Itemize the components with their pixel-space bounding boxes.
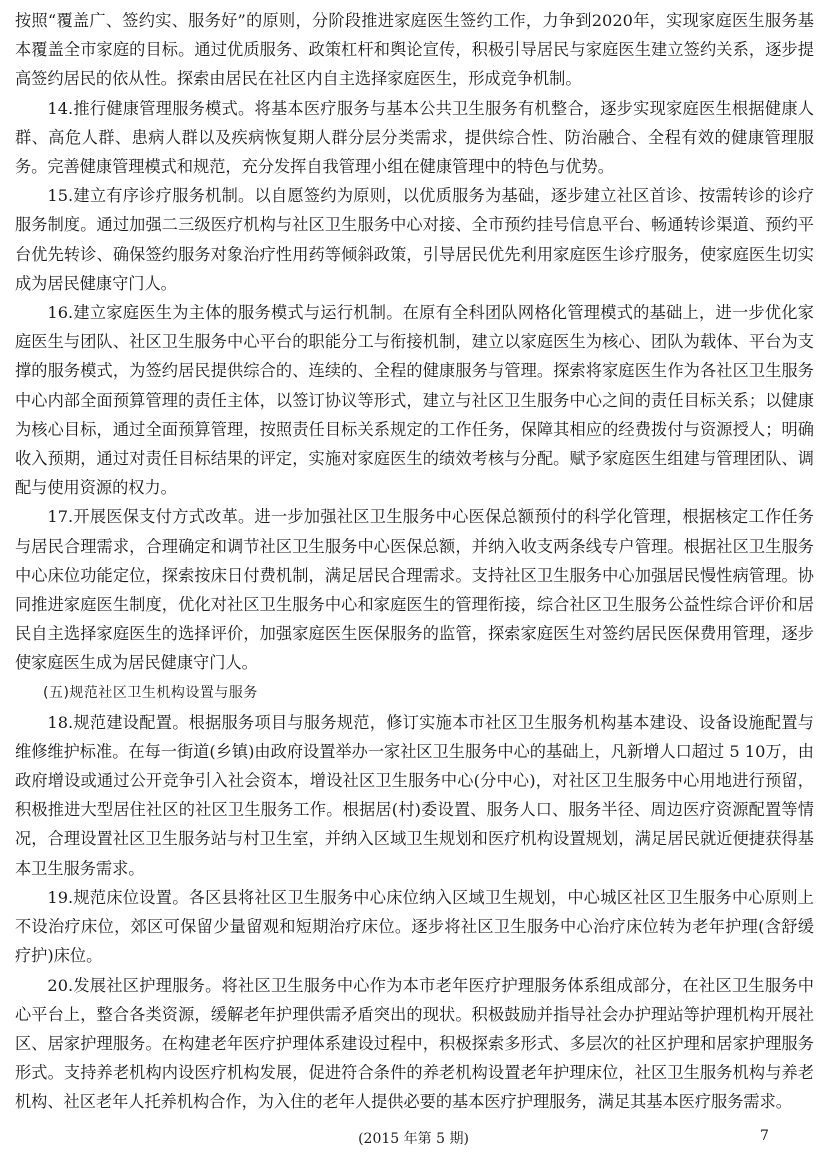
paragraph-item-20: 20.发展社区护理服务。将社区卫生服务中心作为本市老年医疗护理服务体系组成部分，在社区卫生服务中心平台上，整合各类资源，缓解老年护理供需矛盾突出的现状。积极鼓励并指导社会办护理站等护理机构开展社区、居家护理服务。在构建老年医疗护理体系建设过程中，积极探索多形式、多层次的社区护理和居家护理服务形式。支持养老机构内设医疗机构发展，促进符合条件的养老机构设置老年护理床位，社区卫生服务机构与养老机构、社区老年人托养机构合作，为入住的老年人提供必要的基本医疗护理服务，满足其基本医疗服务需求。 — [15, 975, 814, 1112]
paragraph-item-17: 17.开展医保支付方式改革。进一步加强社区卫生服务中心医保总额预付的科学化管理，根据核定工作任务与居民合理需求，合理确定和调节社区卫生服务中心医保总额，并纳入收支两条线专户管理。根据社区卫生服务中心床位功能定位，探索按床日付费机制，满足居民合理需求。支持社区卫生服务中心加强居民慢性病管理。协同推进家庭医生制度，优化对社区卫生服务中心和家庭医生的管理衔接，综合社区卫生服务公益性综合评价和居民自主选择家庭医生的选择评价，加强家庭医生医保服务的监管，探索家庭医生对签约居民医保费用管理，逐步使家庭医生成为居民健康守门人。 — [15, 507, 814, 673]
page-footer — [0, 1128, 827, 1152]
page-number: 7 — [760, 1128, 769, 1144]
paragraph-item-16: 16.建立家庭医生为主体的服务模式与运行机制。在原有全科团队网格化管理模式的基础上，进一步优化家庭医生与团队、社区卫生服务中心平台的职能分工与衔接机制，建立以家庭医生为核心、团队为载体、平台为支撑的服务模式，为签约居民提供综合的、连续的、全程的健康服务与管理。探索将家庭医生作为各社区卫生服务中心内部全面预算管理的责任主体，以签订协议等形式，建立与社区卫生服务中心之间的责任目标关系；以健康为核心目标，通过全面预算管理，按照责任目标关系规定的工作任务，保障其相应的经费拨付与资源授人；明确收入预期，通过对责任目标结果的评定，实施对家庭医生的绩效考核与分配。赋予家庭医生组建与管理团队、调配与使用资源的权力。 — [15, 303, 814, 498]
section-heading-5: (五)规范社区卫生机构设置与服务 — [43, 684, 258, 701]
paragraph-item-19: 19.规范床位设置。各区县将社区卫生服务中心床位纳入区域卫生规划，中心城区社区卫生服务中心原则上不设治疗床位，郊区可保留少量留观和短期治疗床位。逐步将社区卫生服务中心治疗床位转为老年护理(含舒缓疗护)床位。 — [15, 887, 814, 966]
paragraph-item-15: 15.建立有序诊疗服务机制。以自愿签约为原则，以优质服务为基础，逐步建立社区首诊、按需转诊的诊疗服务制度。通过加强二三级医疗机构与社区卫生服务中心对接、全市预约挂号信息平台、畅通转诊渠道、预约平台优先转诊、确保签约服务对象治疗性用药等倾斜政策，引导居民优先利用家庭医生诊疗服务，使家庭医生切实成为居民健康守门人。 — [15, 186, 814, 293]
paragraph-item-18: 18.规范建设配置。根据服务项目与服务规范，修订实施本市社区卫生服务机构基本建设、设备设施配置与维修维护标准。在每一街道(乡镇)由政府设置举办一家社区卫生服务中心的基础上，凡新增人口超过 5 10万，由政府增设或通过公开竞争引入社会资本，增设社区卫生服务中心(分中心)，对社区卫生服务中心用地进行预留，积极推进大型居住社区的社区卫生服务工作。根据居(村)委设置、服务人口、服务半径、周边医疗资源配置等情况，合理设置社区卫生服务站与村卫生室，并纳入区域卫生规划和医疗机构设置规划，满足居民就近便捷获得基本卫生服务需求。 — [15, 712, 814, 878]
paragraph-intro-continued: 按照“覆盖广、签约实、服务好”的原则，分阶段推进家庭医生签约工作，力争到2020年，实现家庭医生服务基本覆盖全市家庭的目标。通过优质服务、政策杠杆和舆论宣传，积极引导居民与家庭医生建立签约关系，逐步提高签约居民的依从性。探索由居民在社区内自主选择家庭医生，形成竞争机制。 — [15, 11, 814, 89]
paragraph-item-14: 14.推行健康管理服务模式。将基本医疗服务与基本公共卫生服务有机整合，逐步实现家庭医生根据健康人群、高危人群、患病人群以及疾病恢复期人群分层分类需求，提供综合性、防治融合、全程有效的健康管理服务。完善健康管理模式和规范，充分发挥自我管理小组在健康管理中的特色与优势。 — [15, 98, 814, 177]
issue-label: (2015 年第 5 期) — [358, 1131, 469, 1147]
